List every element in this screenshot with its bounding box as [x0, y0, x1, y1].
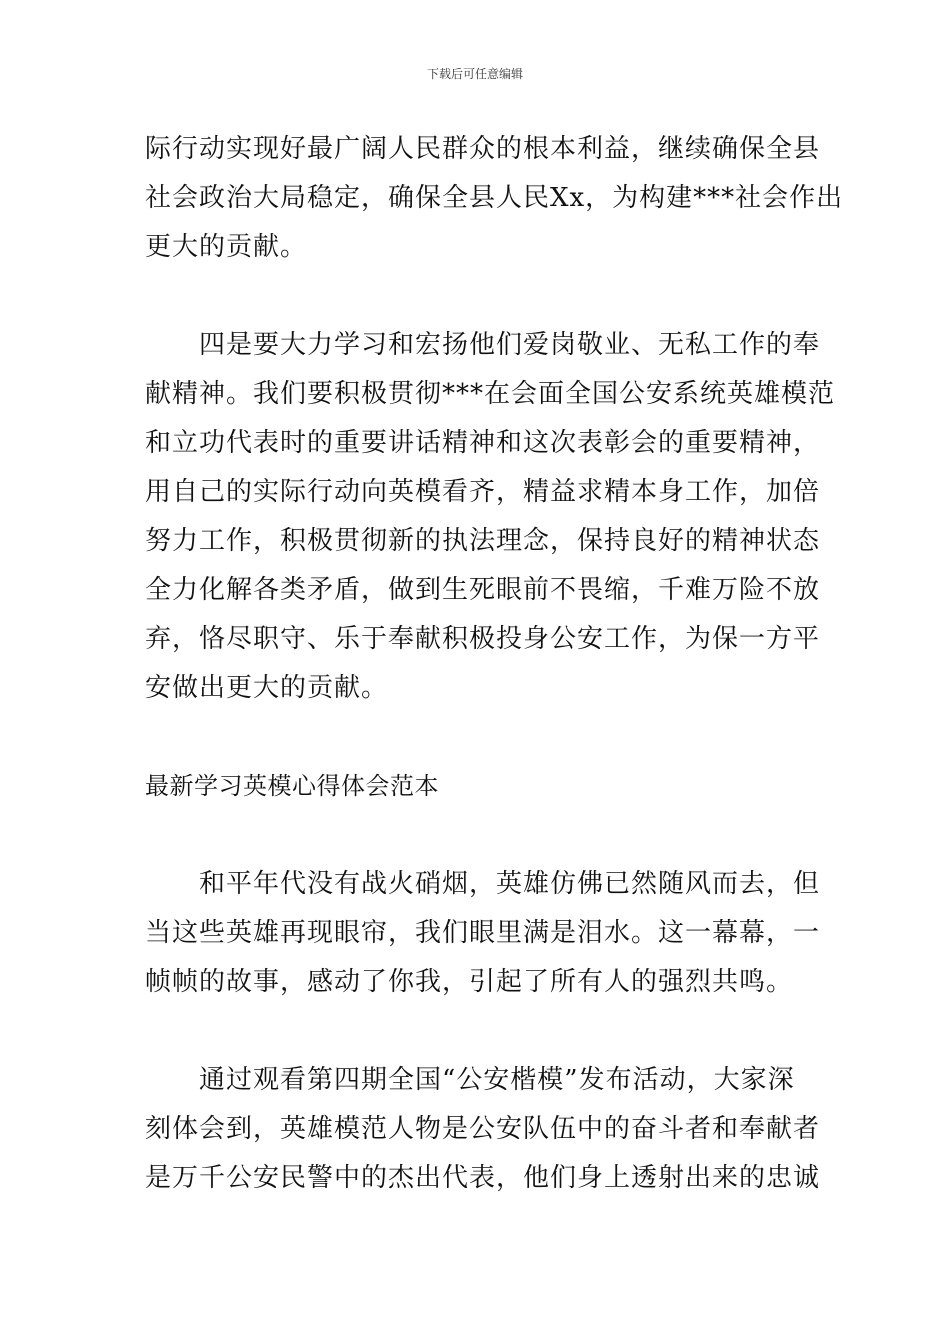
paragraph-continuation	[145, 125, 844, 272]
paragraph-watching-event	[145, 1056, 821, 1203]
paragraph-peace-era	[145, 860, 821, 1007]
paragraph-fourth-point	[145, 321, 836, 713]
text-line: 帧帧的故事，感动了你我，引起了所有人的强烈共鸣。	[145, 967, 794, 997]
text-line: 当这些英雄再现眼帘，我们眼里满是泪水。这一幕幕，一	[145, 918, 821, 948]
text-line: 通过观看第四期全国“公安楷模”发布活动，大家深	[199, 1065, 795, 1095]
text-line: 和立功代表时的重要讲话精神和这次表彰会的重要精神，	[145, 428, 821, 458]
text-line: 更大的贡献。	[145, 232, 308, 262]
text-line: 是万千公安民警中的杰出代表，他们身上透射出来的忠诚	[145, 1163, 821, 1193]
paragraph-gap	[145, 811, 805, 860]
text-line: 安做出更大的贡献。	[145, 673, 389, 703]
text-line: 社会政治大局稳定，确保全县人民Xx，为构建***社会作出	[145, 183, 844, 213]
page-header: 下载后可任意编辑	[426, 67, 523, 81]
text-line: 和平年代没有战火硝烟，英雄仿佛已然随风而去，但	[199, 869, 821, 899]
text-line: 四是要大力学习和宏扬他们爱岗敬业、无私工作的奉	[199, 330, 821, 360]
paragraph-gap	[145, 713, 805, 762]
text-line: 献精神。我们要积极贯彻***在会面全国公安系统英雄模范	[145, 379, 836, 409]
text-line: 刻体会到，英雄模范人物是公安队伍中的奋斗者和奉献者	[145, 1114, 821, 1144]
text-line: 努力工作，积极贯彻新的执法理念，保持良好的精神状态	[145, 526, 821, 556]
text-line: 弃，恪尽职守、乐于奉献积极投身公安工作，为保一方平	[145, 624, 821, 654]
document-body	[145, 125, 844, 1203]
section-heading: 最新学习英模心得体会范本	[145, 772, 439, 800]
text-line: 用自己的实际行动向英模看齐，精益求精本身工作，加倍	[145, 477, 821, 507]
text-line: 际行动实现好最广阔人民群众的根本利益，继续确保全县	[145, 134, 821, 164]
paragraph-gap	[145, 1007, 805, 1056]
paragraph-gap	[145, 272, 805, 321]
text-line: 全力化解各类矛盾，做到生死眼前不畏缩，千难万险不放	[145, 575, 821, 605]
